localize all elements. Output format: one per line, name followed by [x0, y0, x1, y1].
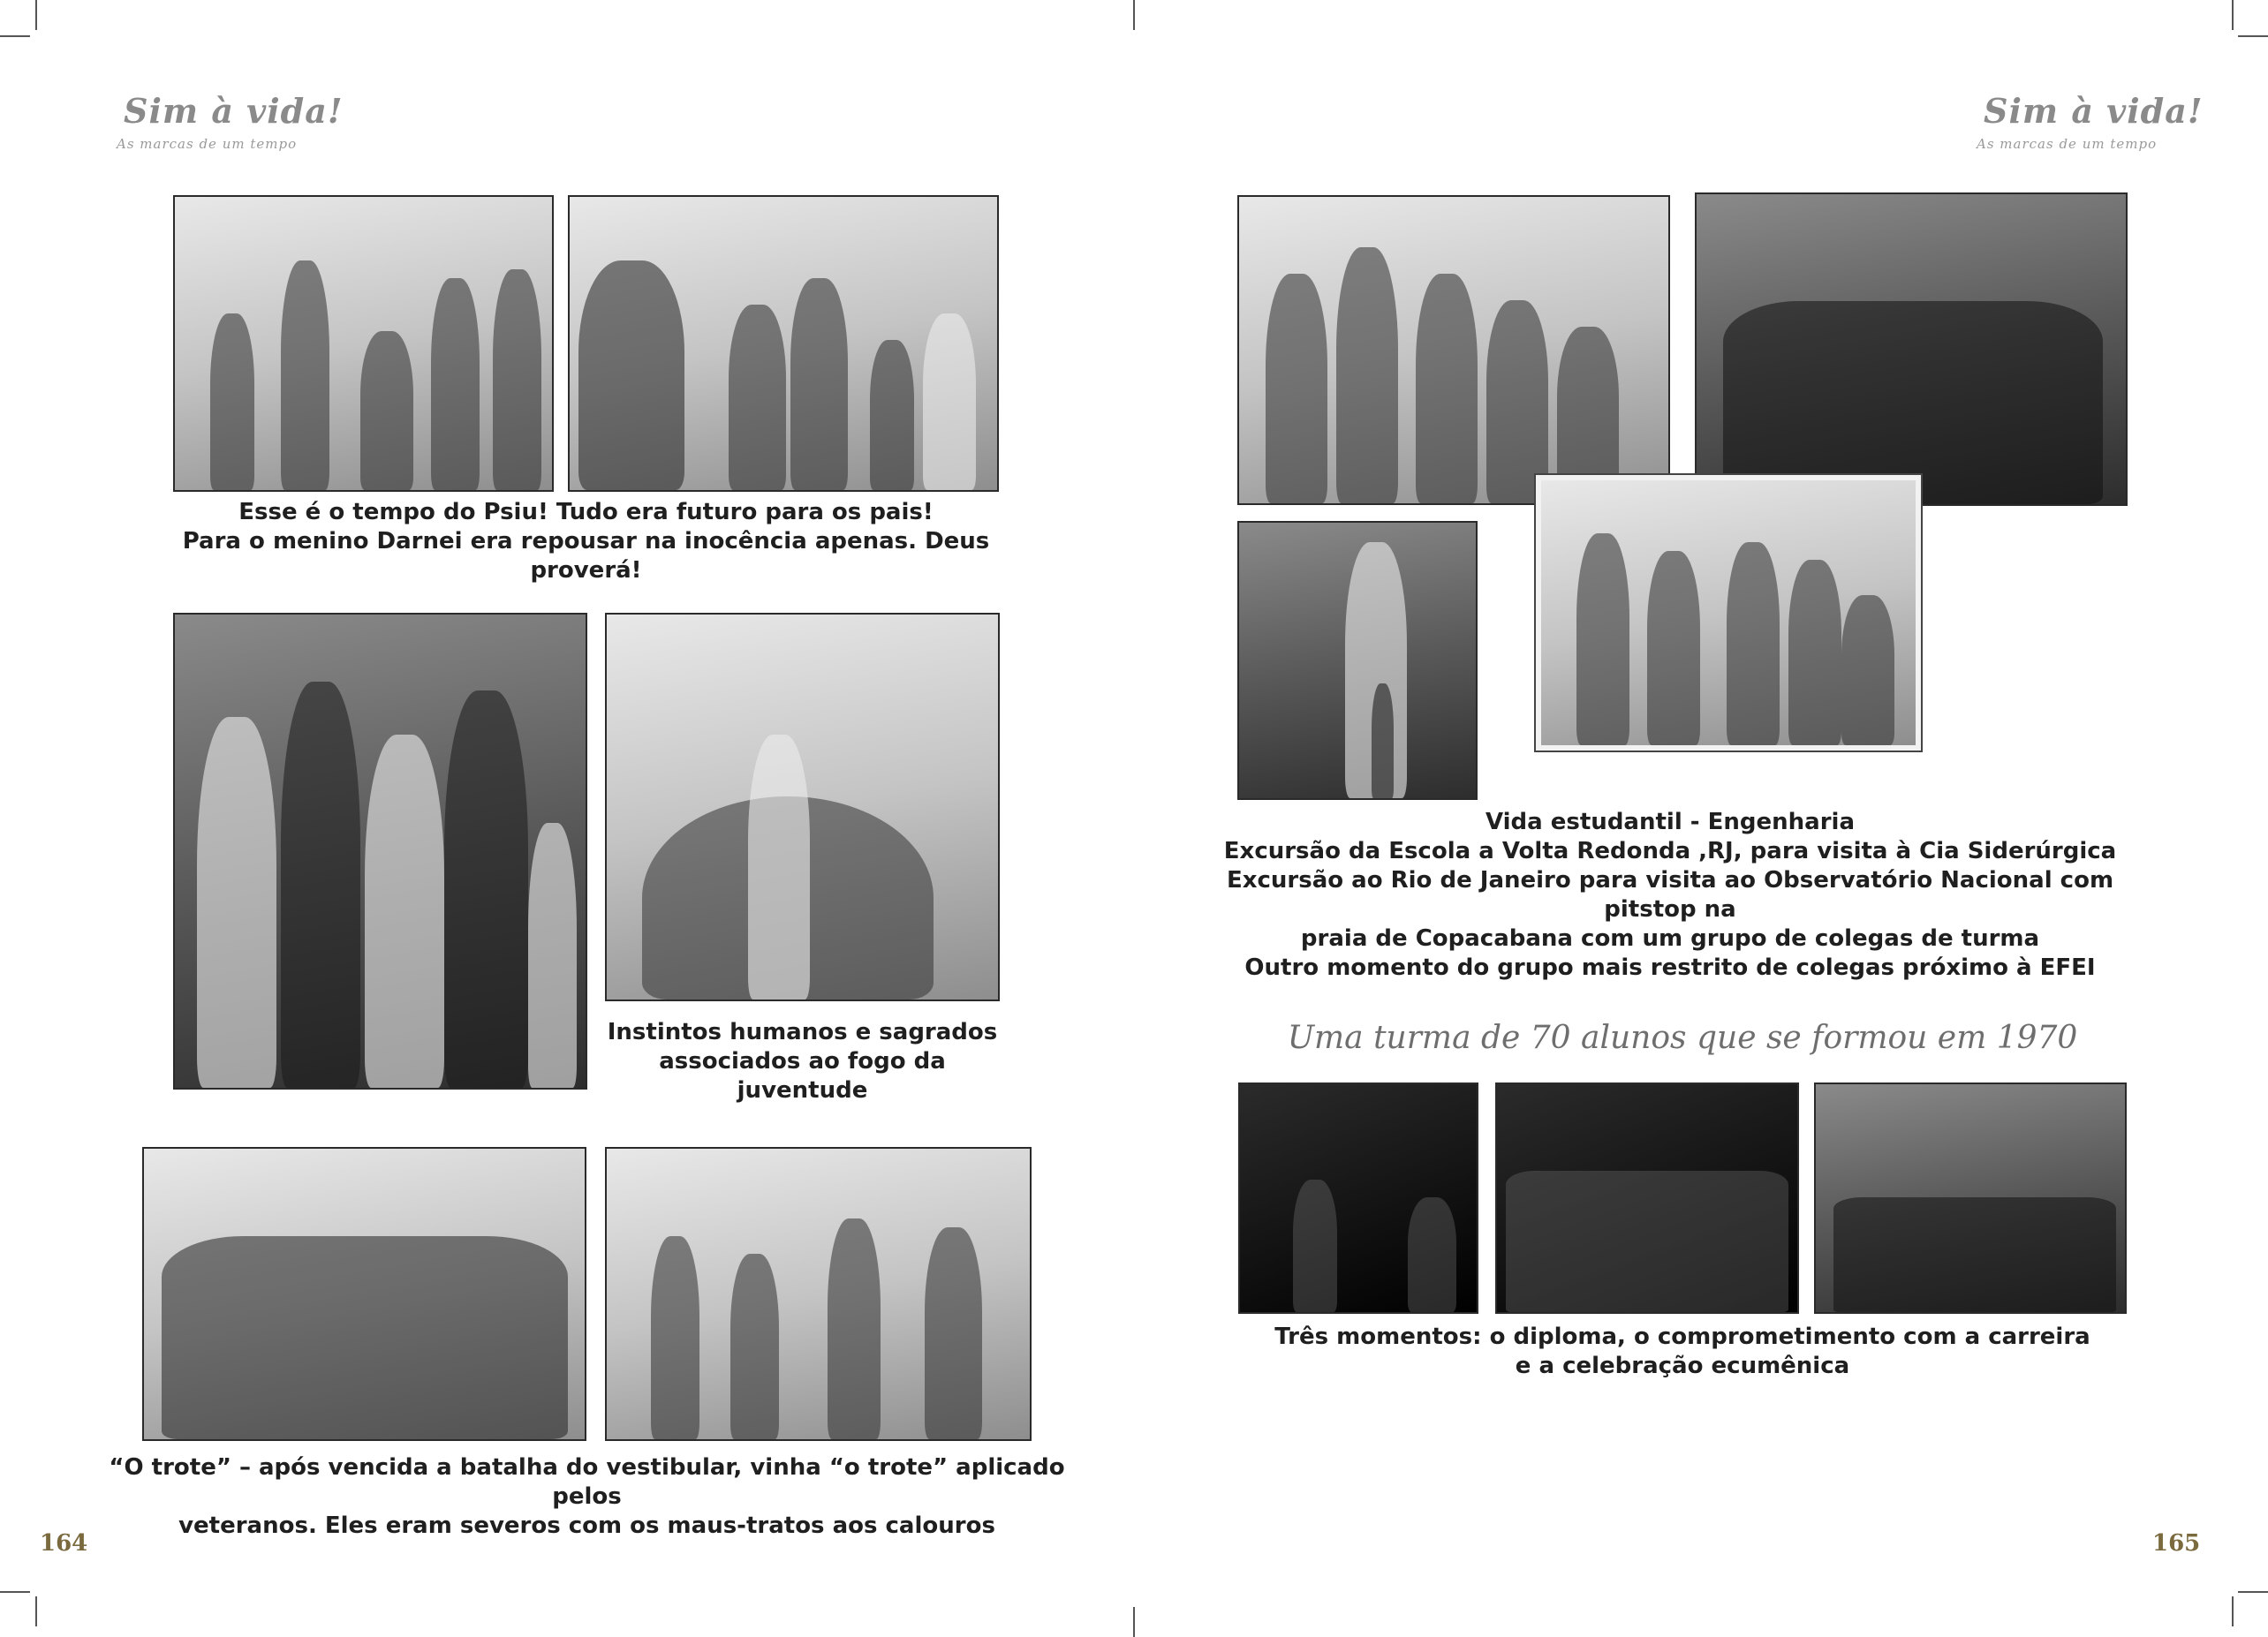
trote-street-photo — [605, 1147, 1032, 1441]
caption-line: veteranos. Eles eram severos com os maus-tratos aos calouros — [178, 1513, 995, 1539]
sculpture-photo — [605, 613, 1000, 1001]
caption-line: praia de Copacabana com um grupo de colegas de turma — [1300, 925, 2040, 952]
caption-line: Excursão ao Rio de Janeiro para visita ao Observatório Nacional com pitstop na — [1226, 867, 2114, 923]
caption-line: Esse é o tempo do Psiu! Tudo era futuro para os pais! — [238, 499, 934, 525]
header-subtitle: As marcas de um tempo — [1977, 136, 2158, 152]
header-title: Sim à vida! — [124, 91, 344, 131]
left-page — [0, 0, 1134, 1626]
caption-line: Para o menino Darnei era repousar na inocência apenas. Deus proverá! — [182, 528, 990, 584]
childhood-caption — [173, 498, 999, 585]
diploma-photo — [1238, 1083, 1478, 1314]
classroom-group-photo — [1695, 192, 2128, 506]
page-number: 165 — [2152, 1530, 2201, 1557]
childhood-siblings-photo — [568, 195, 999, 492]
instincts-caption — [605, 1018, 1000, 1105]
caption-line: “O trote” – após vencida a batalha do vestibular, vinha “o trote” aplicado pelos — [109, 1454, 1065, 1510]
graduation-caption — [1238, 1323, 2127, 1381]
trote-group-photo — [142, 1147, 586, 1441]
caption-line: e a celebração ecumênica — [1515, 1353, 1850, 1379]
header-subtitle: As marcas de um tempo — [117, 136, 298, 152]
header-title: Sim à vida! — [1984, 91, 2204, 131]
caption-line: Vida estudantil - Engenharia — [1485, 809, 1855, 835]
section-title: Uma turma de 70 alunos que se formou em 1970 — [1287, 1020, 2078, 1056]
oath-photo — [1495, 1083, 1799, 1314]
right-page — [1134, 0, 2268, 1626]
caption-line: Outro momento do grupo mais restrito de colegas próximo à EFEI — [1244, 954, 2096, 981]
trote-caption — [106, 1453, 1068, 1541]
beach-group-photo — [1237, 195, 1670, 505]
ecumenical-celebration-photo — [1814, 1083, 2127, 1314]
student-life-caption — [1205, 808, 2136, 983]
caption-line: Instintos humanos e sagrados — [607, 1019, 998, 1045]
beach-friends-photo — [1536, 475, 1921, 751]
caption-line: Três momentos: o diploma, o comprometimento com a carreira — [1274, 1324, 2090, 1350]
caption-line: Excursão da Escola a Volta Redonda ,RJ, para visita à Cia Siderúrgica — [1223, 838, 2117, 864]
monument-photo — [1237, 521, 1478, 800]
family-portrait-photo — [173, 613, 587, 1090]
caption-line: associados ao fogo da juventude — [659, 1048, 946, 1104]
childhood-family-photo — [173, 195, 554, 492]
page-number: 164 — [40, 1530, 88, 1557]
